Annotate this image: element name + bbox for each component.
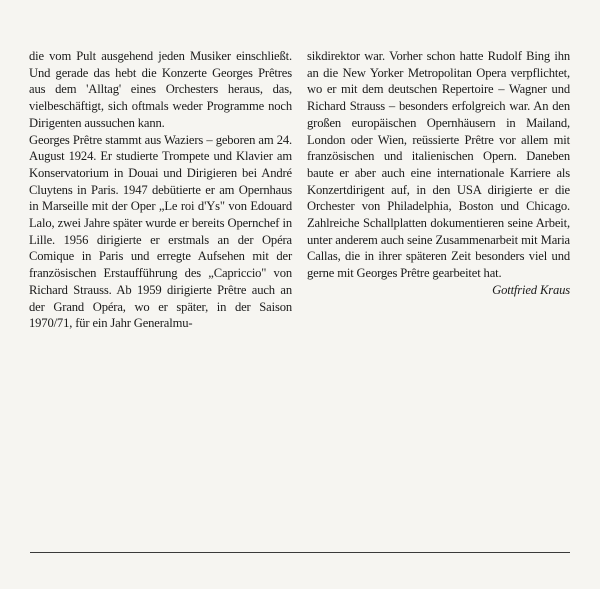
right-paragraph-1: sikdirektor war. Vorher schon hatte Rudolf Bing ihn an die New Yorker Metropolitan Opera verpflichtet, wo er mit dem deutschen Repertoire – Wagner und Richard Strauss – besonders erfolgreich war. An den großen europäischen Opernhäusern in Mailand, London oder Wien, reüssierte Prêtre vor allem mit französischen und italienischen Opern. Daneben baute er aber auch eine internationale Karriere als Konzertdirigent auf, in den USA dirigierte er die Orchester von Philadelphia, Boston und Chicago. Zahlreiche Schallplatten dokumentieren seine Arbeit, unter anderem auch seine Zusammenarbeit mit Maria Callas, die in ihrer späteren Zeit besonders viel und gerne mit Georges Prêtre gearbeitet hat.	[307, 49, 570, 281]
right-column	[307, 48, 570, 299]
left-paragraph-1: die vom Pult ausgehend jeden Musiker einschließt. Und gerade das hebt die Konzerte Georges Prêtres aus dem 'Alltag' eines Orchesters heraus, das, vielbeschäftigt, sich oftmals weder Programme noch Dirigenten aussuchen kann.	[29, 49, 292, 130]
author-signature: Gottfried Kraus	[492, 282, 570, 297]
left-column	[29, 48, 292, 332]
left-paragraph-2: Georges Prêtre stammt aus Waziers – geboren am 24. August 1924. Er studierte Trompete und Klavier am Konservatorium in Douai und Dirigieren bei André Cluytens in Paris. 1947 debütierte er am Opernhaus in Marseille mit der Oper „Le roi d'Ys" von Edouard Lalo, zwei Jahre später wurde er bereits Opernchef in Lille. 1956 dirigierte er erstmals an der Opéra Comique in Paris und erregte Aufsehen mit der französischen Erstaufführung des „Capriccio" von Richard Strauss. Ab 1959 dirigierte Prêtre auch an der Grand Opéra, wo er später, in der Saison 1970/71, für ein Jahr Generalmu-	[29, 132, 292, 331]
bottom-rule	[30, 552, 570, 553]
